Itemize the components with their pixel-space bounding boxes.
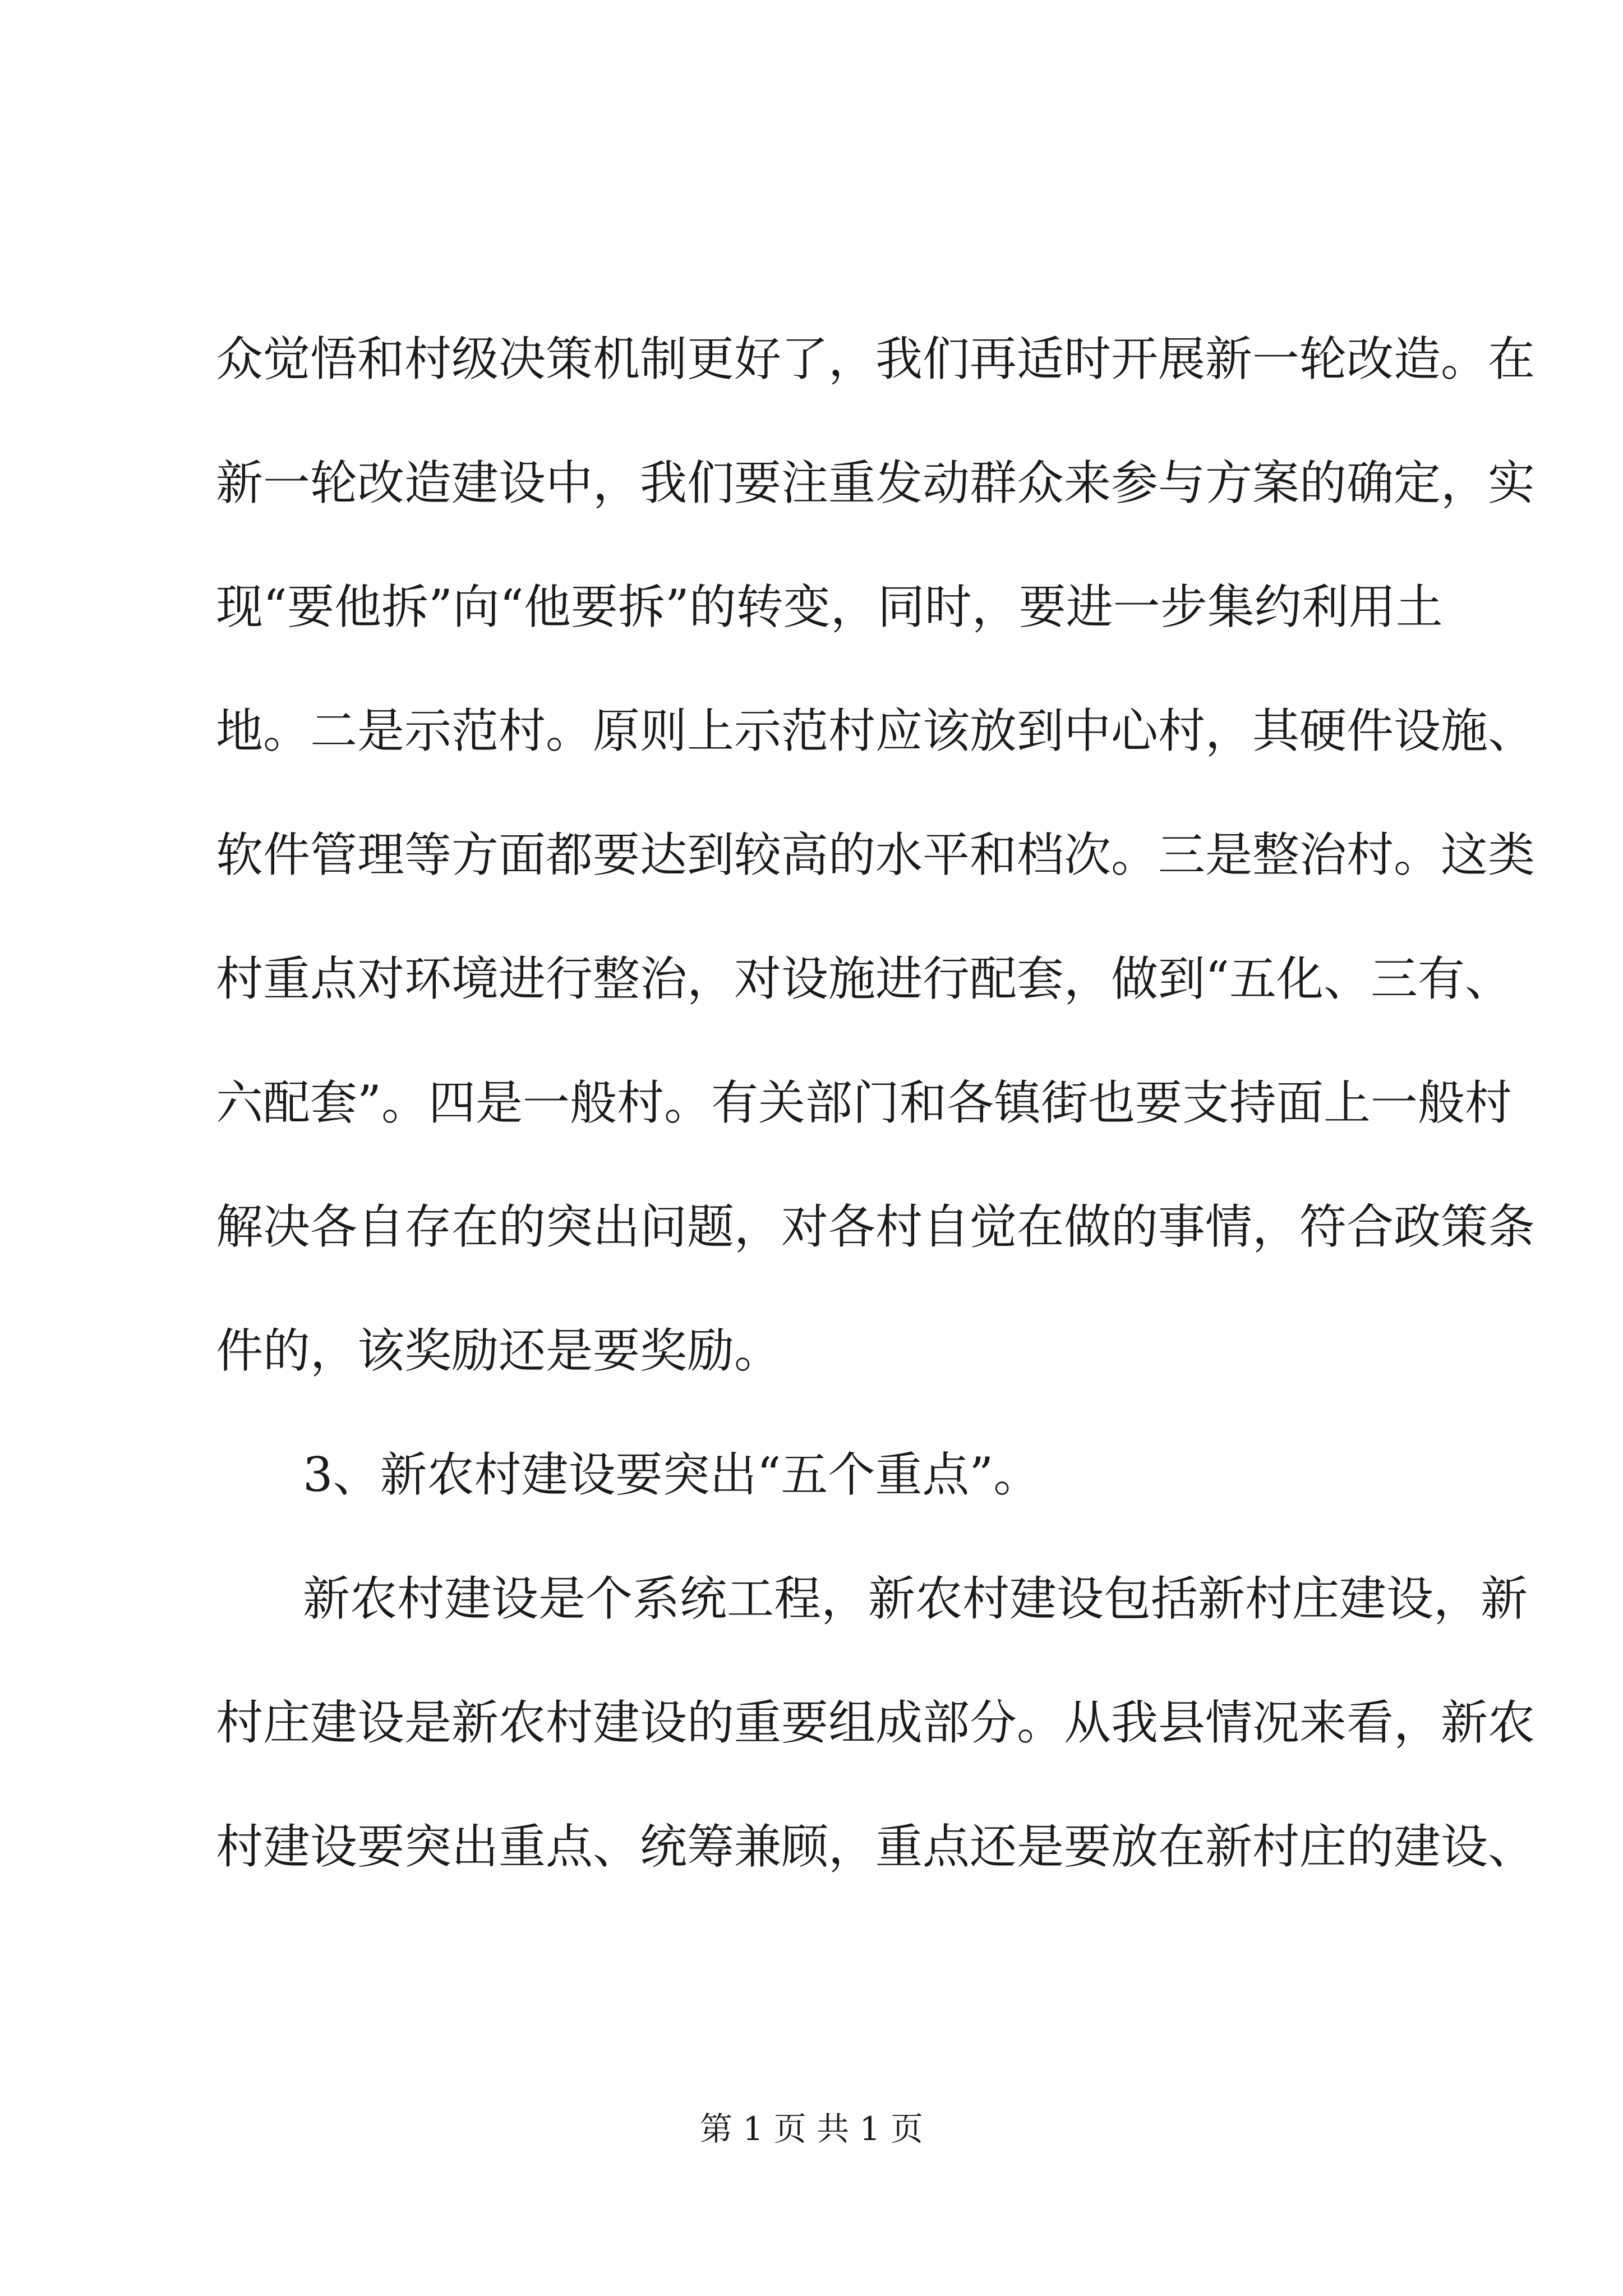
text-line: 村重点对环境进行整治，对设施进行配套，做到“五化、三有、 [216,951,1512,1006]
text-line: 六配套”。四是一般村。有关部门和各镇街也要支持面上一般村 [216,1075,1512,1130]
text-line: 众觉悟和村级决策机制更好了，我们再适时开展新一轮改造。在 [216,332,1536,386]
text-line: 地。二是示范村。原则上示范村应该放到中心村，其硬件设施、 [216,703,1536,758]
section-heading: 3、新农村建设要突出“五个重点”。 [303,1447,1041,1502]
text-line: 现“要他拆”向“他要拆”的转变，同时，要进一步集约利用土 [216,579,1443,634]
text-line: 新农村建设是个系统工程，新农村建设包括新村庄建设，新 [303,1571,1528,1626]
body-text [216,297,1536,1909]
text-line: 新一轮改造建设中，我们要注重发动群众来参与方案的确定，实 [216,455,1536,510]
text-line: 村建设要突出重点、统筹兼顾，重点还是要放在新村庄的建设、 [216,1819,1536,1874]
paragraph-end-line: 件的，该奖励还是要奖励。 [216,1323,782,1378]
text-line: 软件管理等方面都要达到较高的水平和档次。三是整治村。这类 [216,827,1536,882]
text-line: 村庄建设是新农村建设的重要组成部分。从我县情况来看，新农 [216,1695,1536,1750]
text-line: 解决各自存在的突出问题，对各村自觉在做的事情，符合政策条 [216,1199,1536,1254]
page-number-footer: 第 1 页 共 1 页 [700,2110,923,2148]
